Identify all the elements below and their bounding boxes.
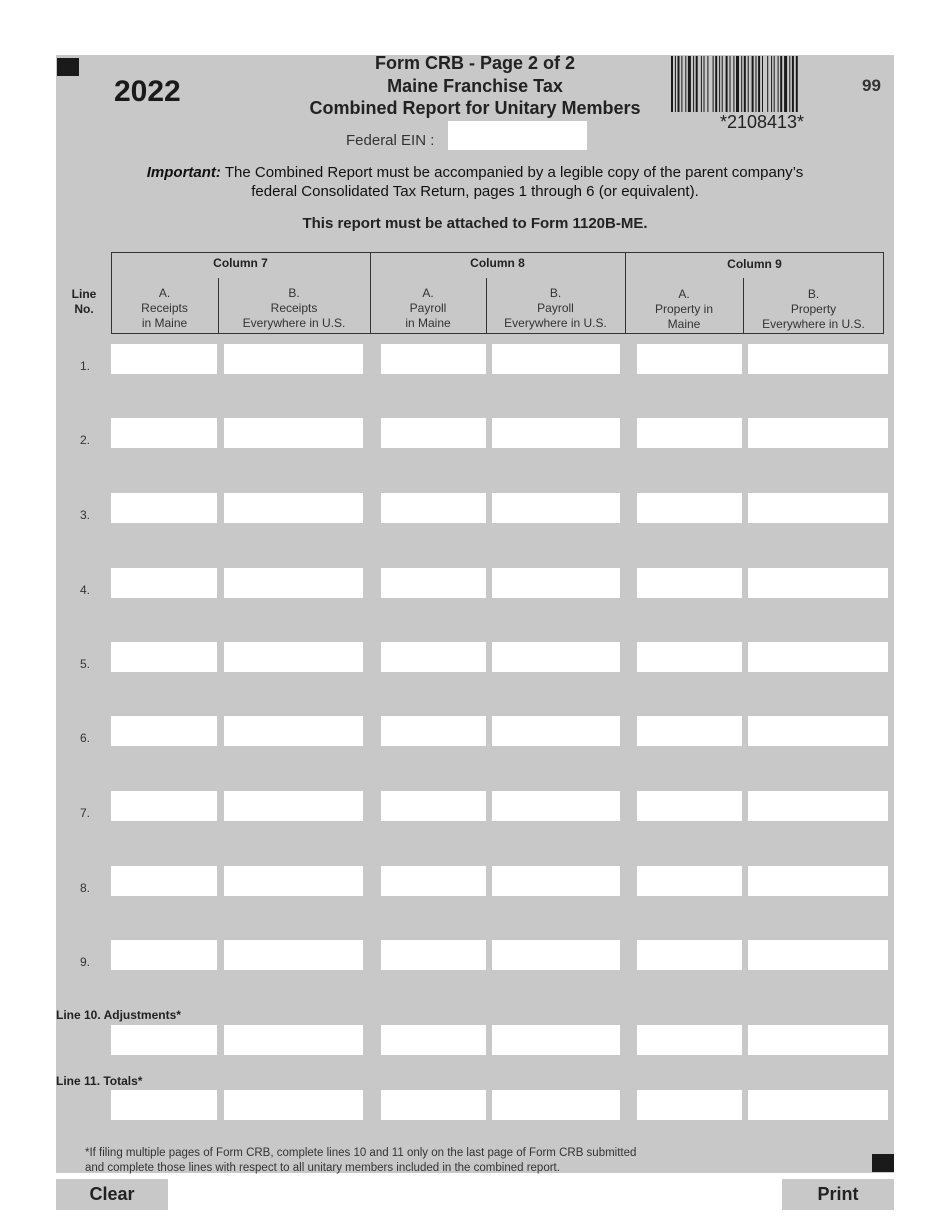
line-10-col8b-input[interactable] [492, 1025, 620, 1055]
form-code: 99 [862, 76, 881, 95]
column-8b-header: B. Payroll Everywhere in U.S. [504, 286, 607, 330]
title-line-3: Combined Report for Unitary Members [309, 98, 641, 118]
line-11-col9b-input[interactable] [748, 1090, 888, 1120]
line-4-col7a-input[interactable] [111, 568, 217, 598]
corner-mark-bottom-right [872, 1154, 894, 1172]
column-7-header: Column 7 [213, 256, 268, 270]
column-8a-header: A. Payroll in Maine [405, 286, 451, 330]
line-4-col7b-input[interactable] [224, 568, 363, 598]
line-4-col9a-input[interactable] [637, 568, 742, 598]
footnote-line-1: *If filing multiple pages of Form CRB, complete lines 10 and 11 only on the last page of Form CRB submitted [85, 1147, 637, 1159]
line-number: 8. [79, 881, 90, 895]
column-7b-header: B. Receipts Everywhere in U.S. [242, 286, 346, 330]
clear-button[interactable]: Clear [56, 1179, 168, 1210]
line-9-col8b-input[interactable] [492, 940, 620, 970]
line-2-col9b-input[interactable] [748, 418, 888, 448]
tax-year: 2022 [114, 75, 181, 108]
line-7-col8a-input[interactable] [381, 791, 486, 821]
line-1-col9a-input[interactable] [637, 344, 742, 374]
line-8-col7b-input[interactable] [224, 866, 363, 896]
line-10-label: Line 10. Adjustments* [56, 1008, 181, 1022]
line-11-col8a-input[interactable] [381, 1090, 486, 1120]
line-3-col7a-input[interactable] [111, 493, 217, 523]
line-number: 1. [79, 359, 90, 373]
line-8-col8b-input[interactable] [492, 866, 620, 896]
line-9-col8a-input[interactable] [381, 940, 486, 970]
federal-ein-input[interactable] [448, 121, 587, 150]
line-6-col9b-input[interactable] [748, 716, 888, 746]
column-9-header: Column 9 [727, 257, 782, 271]
line-8-col9a-input[interactable] [637, 866, 742, 896]
line-5-col7a-input[interactable] [111, 642, 217, 672]
line-1-col7a-input[interactable] [111, 344, 217, 374]
line-5-col7b-input[interactable] [224, 642, 363, 672]
line-7-col7a-input[interactable] [111, 791, 217, 821]
line-2-col7a-input[interactable] [111, 418, 217, 448]
line-1-col9b-input[interactable] [748, 344, 888, 374]
corner-mark-top-left [57, 58, 79, 76]
form-title [290, 52, 660, 120]
line-number: 6. [79, 731, 90, 745]
line-number: 9. [79, 955, 90, 969]
line-1-col7b-input[interactable] [224, 344, 363, 374]
column-9a-header: A. Property in Maine [654, 287, 714, 331]
line-5-col8a-input[interactable] [381, 642, 486, 672]
footnote [85, 1146, 725, 1175]
line-3-col7b-input[interactable] [224, 493, 363, 523]
line-8-col8a-input[interactable] [381, 866, 486, 896]
line-5-col8b-input[interactable] [492, 642, 620, 672]
line-8-col9b-input[interactable] [748, 866, 888, 896]
line-6-col9a-input[interactable] [637, 716, 742, 746]
title-line-1: Form CRB - Page 2 of 2 [374, 53, 576, 73]
important-notice [100, 163, 850, 201]
line-10-col9a-input[interactable] [637, 1025, 742, 1055]
line-11-label: Line 11. Totals* [56, 1074, 143, 1088]
line-5-col9a-input[interactable] [637, 642, 742, 672]
line-9-col7b-input[interactable] [224, 940, 363, 970]
line-11-col7b-input[interactable] [224, 1090, 363, 1120]
line-6-col7a-input[interactable] [111, 716, 217, 746]
title-line-2: Maine Franchise Tax [387, 75, 563, 96]
line-5-col9b-input[interactable] [748, 642, 888, 672]
line-7-col8b-input[interactable] [492, 791, 620, 821]
line-3-col8a-input[interactable] [381, 493, 486, 523]
important-label: Important: [146, 164, 221, 181]
line-10-col9b-input[interactable] [748, 1025, 888, 1055]
column-7a-header: A. Receipts in Maine [141, 286, 188, 330]
line-4-col9b-input[interactable] [748, 568, 888, 598]
line-2-col9a-input[interactable] [637, 418, 742, 448]
line-11-col7a-input[interactable] [111, 1090, 217, 1120]
line-10-col7b-input[interactable] [224, 1025, 363, 1055]
line-11-col8b-input[interactable] [492, 1090, 620, 1120]
line-7-col9a-input[interactable] [637, 791, 742, 821]
line-number: 5. [79, 657, 90, 671]
federal-ein-label: Federal EIN : [346, 132, 435, 149]
barcode [671, 56, 853, 112]
line-10-col7a-input[interactable] [111, 1025, 217, 1055]
important-text-1: The Combined Report must be accompanied by a legible copy of the parent company’s [224, 164, 804, 181]
line-8-col7a-input[interactable] [111, 866, 217, 896]
line-3-col9a-input[interactable] [637, 493, 742, 523]
line-6-col8a-input[interactable] [381, 716, 486, 746]
line-3-col8b-input[interactable] [492, 493, 620, 523]
line-2-col7b-input[interactable] [224, 418, 363, 448]
line-number: 3. [79, 508, 90, 522]
line-7-col7b-input[interactable] [224, 791, 363, 821]
column-8-header: Column 8 [470, 256, 525, 270]
line-4-col8a-input[interactable] [381, 568, 486, 598]
line-number: 2. [79, 433, 90, 447]
line-6-col8b-input[interactable] [492, 716, 620, 746]
line-9-col9a-input[interactable] [637, 940, 742, 970]
line-2-col8a-input[interactable] [381, 418, 486, 448]
line-6-col7b-input[interactable] [224, 716, 363, 746]
line-no-header: Line No. [71, 287, 97, 316]
important-text-2: federal Consolidated Tax Return, pages 1 through 6 (or equivalent). [251, 183, 699, 200]
line-2-col8b-input[interactable] [492, 418, 620, 448]
line-number: 4. [79, 583, 90, 597]
barcode-number: *2108413* [719, 112, 805, 132]
attach-notice: This report must be attached to Form 1120B-ME. [302, 215, 648, 232]
line-10-col8a-input[interactable] [381, 1025, 486, 1055]
footnote-line-2: and complete those lines with respect to all unitary members included in the combined report. [85, 1161, 560, 1174]
line-1-col8a-input[interactable] [381, 344, 486, 374]
line-7-col9b-input[interactable] [748, 791, 888, 821]
column-9b-header: B. Property Everywhere in U.S. [762, 287, 865, 331]
line-4-col8b-input[interactable] [492, 568, 620, 598]
line-number: 7. [79, 806, 90, 820]
line-11-col9a-input[interactable] [637, 1090, 742, 1120]
line-9-col9b-input[interactable] [748, 940, 888, 970]
line-3-col9b-input[interactable] [748, 493, 888, 523]
line-1-col8b-input[interactable] [492, 344, 620, 374]
line-9-col7a-input[interactable] [111, 940, 217, 970]
print-button[interactable]: Print [782, 1179, 894, 1210]
